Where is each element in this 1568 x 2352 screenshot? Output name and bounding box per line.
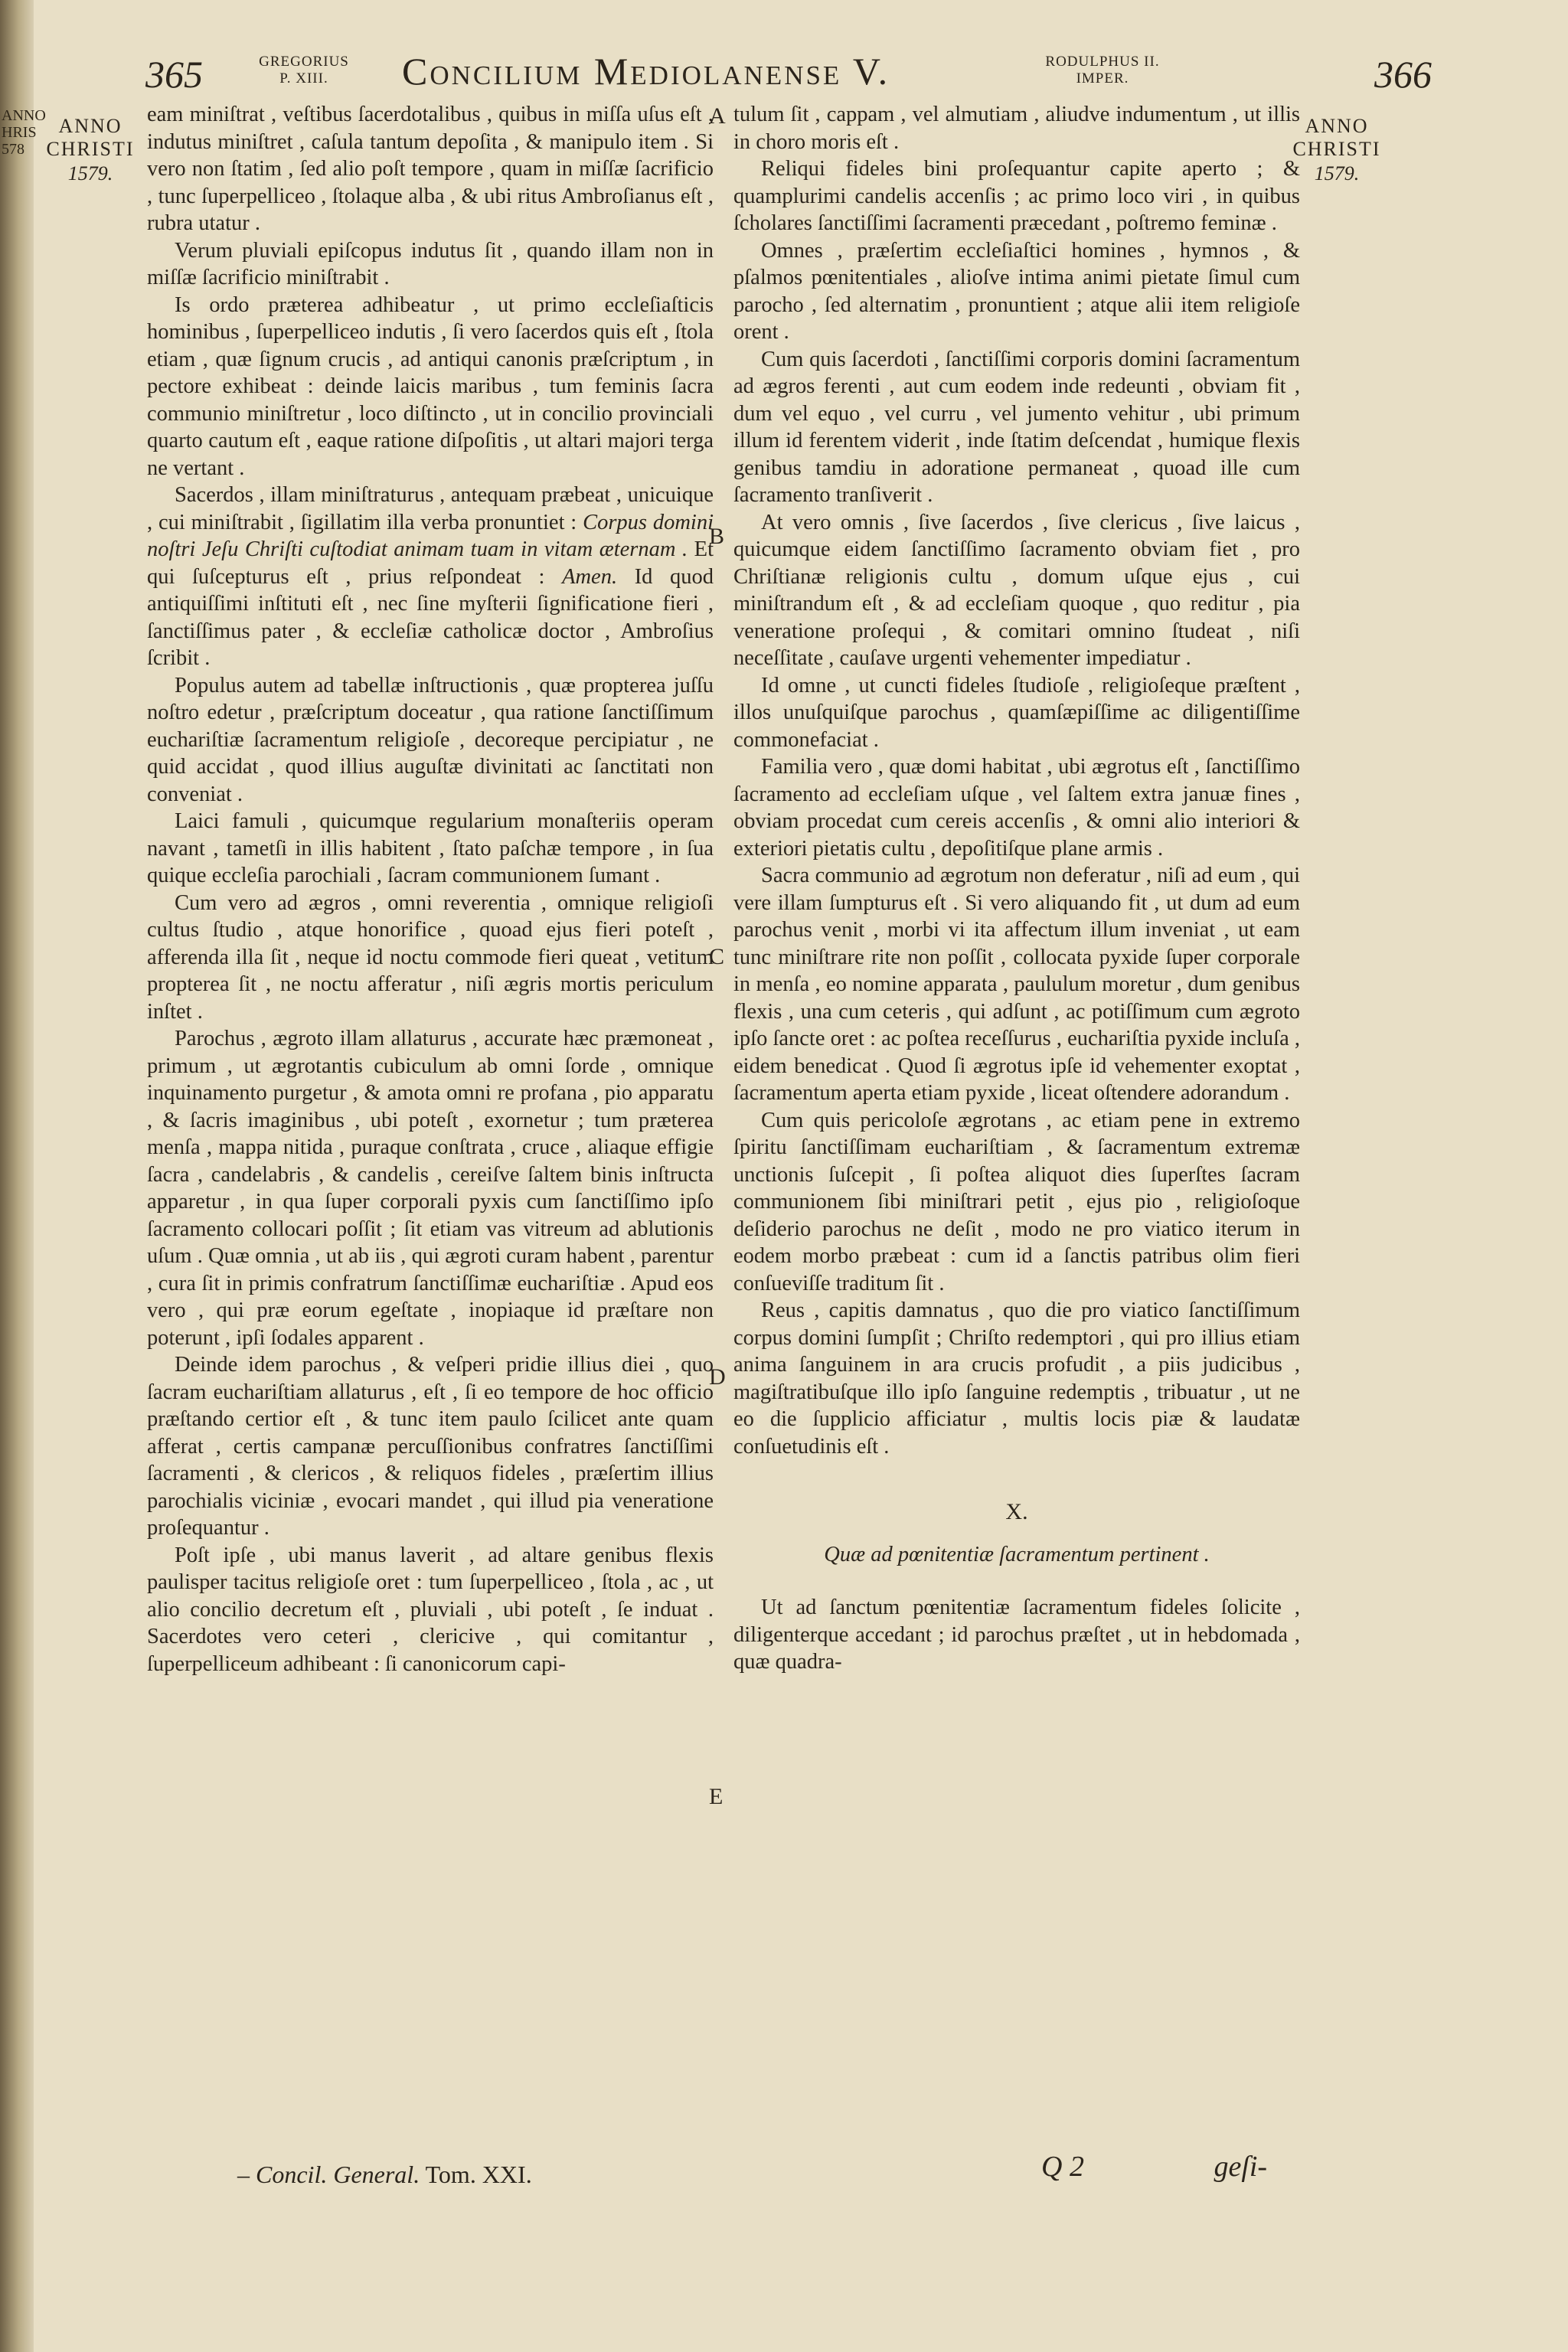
pope-title: P. XIII.: [279, 70, 328, 87]
page-header: [0, 0, 1568, 107]
paragraph: Reus , capitis damnatus , quo die pro viatico ſanctiſſimum corpus domini ſumpſit ; Chriſto redemptori , qui pro illius etiam anima ſanguinem in ara crucis profudit , a piis judicibus , magiſtratibuſque illo ipſo ſanguine redemptis , tribuatur , ut ne eo die ſupplicio afficiatur , multis locis piæ & laudatæ conſuetudinis eſt .: [733, 1298, 1300, 1459]
paragraph: Cum quis pericoloſe ægrotans , ac etiam pene in extremo ſpiritu ſanctiſſimam euchariſtiam , & ſacramentum extremæ unctionis ſuſcepit , ſi poſtea aliquot dies ſuperſtes ſacram communionem ſibi miniſtrari petit , ejus pio , religioſoque deſiderio parochus ne deſit , modo ne pro viatico iterum in eodem morbo præbeat : cum id a ſanctis patribus olim fieri conſueviſſe traditum ſit .: [733, 1108, 1300, 1295]
emperor-name: RODULPHUS II.: [1045, 54, 1160, 70]
paragraph: Reliqui fideles bini proſequantur capite aperto ; & quamplurimi candelis accenſis ; ac primo loco viri , in quibus ſcholares ſanctiſſimi ſacramenti præcedant , poſtremo feminæ .: [733, 157, 1300, 235]
paragraph: Deinde idem parochus , & veſperi pridie illius diei , quo ſacram euchariſtiam allaturus , eſt , ſi eo tempore de hoc officio præſtando certior eſt , & tunc item paulo ſcilicet ante quam afferat , certis campanæ percuſſionibus confratres ſanctiſſimi ſacramenti , & clericos , & reliquos fideles , præſertim illius parochialis viciniæ , evocari mandet , qui illud pia veneratione proſequantur .: [147, 1353, 714, 1540]
margin-letter-e: E: [709, 1784, 724, 1809]
paragraph: Cum quis ſacerdoti , ſanctiſſimi corporis domini ſacramentum ad ægros ferenti , aut cum eodem inde redeunti , obviam fit , dum vel equo , vel curru , vel jumento vehitur , ubi primum illum id ferentem viderit , inde ſtatim deſcendat , humique flexis genibus tamdiu in adoratione permaneat , quoad ille cum ſacramento tranſiverit .: [733, 347, 1300, 507]
paragraph: Sacra communio ad ægrotum non deferatur , niſi ad eum , qui vere illam ſumpturus eſt . Si vero aliquando fit , ut dum ad eum parochus venit , morbi vi ita affectum illum inveniat , ut eam tunc miniſtrare rite non poſſit , collocata pyxide ſuper corporale in menſa , eo nomine apparata , paululum moretur , dum genibus flexis , una cum ceteris , qui adſunt , ac potiſſimum cum ægroto ipſo ſancte oret : ac poſtea receſſurus , euchariſtia pyxide incluſa , eidem benedicat . Quod ſi ægrotus ipſe id vehementer exoptat , ſacramentum aperta etiam pyxide , liceat oſtendere adorandum .: [733, 864, 1300, 1105]
paragraph: [147, 482, 714, 672]
paragraph: Familia vero , quæ domi habitat , ubi ægrotus eſt , ſanctiſſimo ſacramento ad eccleſiam uſque , vel ſaltem extra januæ fines , obviam procedat cum cereis accenſis , & omni alio interiori & exteriori pietatis cultu , depoſitiſque plane armis .: [733, 755, 1300, 861]
paragraph: Parochus , ægroto illam allaturus , accurate hæc præmoneat , primum , ut ægrotantis cubiculum ab omni ſorde , omnique inquinamento purgetur , & amota omni re profana , pio apparatu , & ſacris imaginibus , ubi poteſt , exornetur ; tum præterea menſa , mappa nitida , puraque conſtrata , cruce , aliaque effigie ſacra , candelabris , & candelis , cereiſve ſaltem binis inſtructa apparetur , in qua ſuper corporali pyxis cum ſanctiſſimo ipſo ſacramento collocari poſſit ; ſit etiam vas vitreum ad ablutionis uſum . Quæ omnia , ut ab iis , qui ægroti curam habent , parentur , cura ſit in primis confratrum ſanctiſſimæ euchariſtiæ . Apud eos vero , qui præ eorum egeſtate , inopiaque id præſtare non poterunt , ipſi ſodales apparent .: [147, 1027, 714, 1350]
christi-label: CHRISTI: [46, 138, 135, 160]
anno-christi-left: [37, 115, 144, 185]
paragraph: At vero omnis , ſive ſacerdos , ſive clericus , ſive laicus , quicumque eidem ſanctiſſimo ſacramento obviam fiet , pro Chriſtianæ religionis cultu , domum uſque ejus , cui miniſtrandum eſt , & ad eccleſiam quoque , quo reditur , pia veneratione proſequi , & comitari omnino ſtudeat , niſi neceſſitate , cauſave urgenti vehementer impediatur .: [733, 510, 1300, 670]
paragraph: Cum vero ad ægros , omni reverentia , omnique religioſi cultus ſtudio , atque honorifice , quoad ejus fieri poteſt , afferenda illa ſit , neque id noctu commode fieri queat , vetitum propterea ſit , ne noctu afferatur , niſi ægris mortis periculum inſtet .: [147, 890, 714, 1024]
anno-label: ANNO: [58, 115, 122, 137]
text-run: Id quod antiquiſſimi inſtituti eſt , nec ſine myſterii ſignificatione fieri , ſanctiſſimus pater , & eccleſiæ catholicæ doctor , Ambroſius ſcribit .: [147, 564, 714, 670]
left-text-column: [147, 101, 714, 1677]
emperor-title: IMPER.: [1076, 70, 1129, 87]
margin-letter-a: A: [709, 103, 726, 129]
paragraph: Populus autem ad tabellæ inſtructionis , quæ propterea juſſu noſtro edetur , præſcriptum doceatur , qua ratione ſanctiſſimum euchariſtiæ ſacramentum religioſe , decoreque percipiatur , ne quid accidat , quod illius auguſtæ divinitati ac ſanctitati non conveniat .: [147, 673, 714, 806]
amen-response: Amen.: [562, 564, 618, 589]
signature-mark: [1041, 2150, 1267, 2184]
signature-letter: Q 2: [1041, 2151, 1084, 2183]
paragraph: tulum ſit , cappam , vel almutiam , aliudve indumentum , ut illis in choro moris eſt .: [733, 103, 1300, 154]
anno-year: 1579.: [1314, 162, 1360, 185]
pope-header: [247, 54, 361, 87]
spine-fragment: ANNO: [2, 107, 46, 124]
paragraph: Omnes , præſertim eccleſiaſtici homines , hymnos , & pſalmos pœnitentiales , alioſve intima animi pietate ſimul cum parocho , ſed alternatim , pronuntient ; atque alii item religioſe orent .: [733, 238, 1300, 344]
volume-number: Tom. XXI.: [425, 2161, 532, 2188]
emperor-header: [1026, 54, 1179, 87]
spine-margin-fragments: [2, 107, 46, 158]
paragraph: Poſt ipſe , ubi manus laverit , ad altare genibus flexis paulisper tacitus religioſe oret : tum ſuperpelliceo , ſtola , ac , ut alio concilio decretum eſt , pluviali , ubi poteſt , ſe induat . Sacerdotes vero ceteri , clericive , qui comitantur , ſuperpelliceum adhibeant : ſi canonicorum capi-: [147, 1543, 714, 1676]
margin-letter-b: B: [709, 524, 725, 549]
paragraph: Verum pluviali epiſcopus indutus ſit , quando illam non in miſſæ ſacrificio miniſtrabit .: [147, 238, 714, 289]
paragraph: Is ordo præterea adhibeatur , ut primo eccleſiaſticis hominibus , ſuperpelliceo indutis , ſi vero ſacerdos quis eſt , ſtola etiam , quæ ſignum crucis , ad antiqui canonis præſcriptum , in pectore exhibeat : deinde laicis maribus , tum feminis ſacra communio miniſtretur , loco diſtincto , ut in concilio provinciali quarto cautum eſt , eaque ratione diſpoſitis , ut altari majori terga ne vertant .: [147, 292, 714, 480]
margin-letter-d: D: [709, 1364, 726, 1390]
spine-fragment: 578: [2, 141, 24, 158]
footer-dash: –: [237, 2161, 250, 2188]
christi-label: CHRISTI: [1292, 138, 1381, 160]
anno-year: 1579.: [67, 162, 113, 185]
section-heading: Quæ ad pœnitentiæ ſacramentum pertinent .: [824, 1542, 1210, 1566]
catchword: geſi-: [1214, 2151, 1268, 2183]
paragraph: Id omne , ut cuncti fideles ſtudioſe , religioſeque præſtent , illos unuſquiſque parochus , quamſæpiſſime ac diligentiſſime commonefaciat .: [733, 673, 1300, 752]
volume-title: Concil. General.: [256, 2161, 420, 2188]
spine-fragment: HRIS: [2, 124, 37, 141]
text-run: Sacerdos , illam miniſtraturus , antequam præbeat , unicuique , cui miniſtrabit , ſigillatim illa verba pronuntiet :: [147, 483, 714, 534]
paragraph: eam miniſtrat , veſtibus ſacerdotalibus , quibus in miſſa uſus eſt , indutus miniſtret , caſula tantum depoſita , & manipulo item . Si vero non ſtatim , ſed alio poſt tempore , quam in miſſæ ſacrificio , tunc ſuperpelliceo , ſtolaque alba , & ubi ritus Ambroſianus eſt , rubra utatur .: [147, 103, 714, 235]
pope-name: GREGORIUS: [259, 54, 349, 70]
running-title: Concilium Mediolanense V.: [402, 50, 890, 93]
margin-letter-c: C: [709, 944, 725, 969]
right-page-number: 366: [1374, 53, 1432, 96]
paragraph: Laici famuli , quicumque regularium monaſteriis operam navant , tametſi in illis habitent , ſtato paſchæ tempore , in ſua quique eccleſia parochiali , ſacram communionem ſumant .: [147, 809, 714, 887]
left-page-number: 365: [145, 53, 203, 96]
volume-footer: [237, 2161, 532, 2189]
section-number: X.: [1005, 1499, 1028, 1524]
paragraph: Ut ad ſanctum pœnitentiæ ſacramentum fideles ſolicite , diligenterque accedant ; id parochus præſtet , ut in hebdomada , quæ quadra-: [733, 1596, 1300, 1674]
right-text-column: [733, 101, 1300, 1676]
text-run: Et qui ſuſcepturus eſt , prius reſpondeat :: [147, 537, 714, 589]
communion-formula: Corpus domini noſtri Jeſu Chriſti cuſtodiat animam tuam in vitam æternam .: [147, 510, 714, 561]
book-spine: [0, 0, 46, 2352]
anno-label: ANNO: [1305, 115, 1369, 137]
